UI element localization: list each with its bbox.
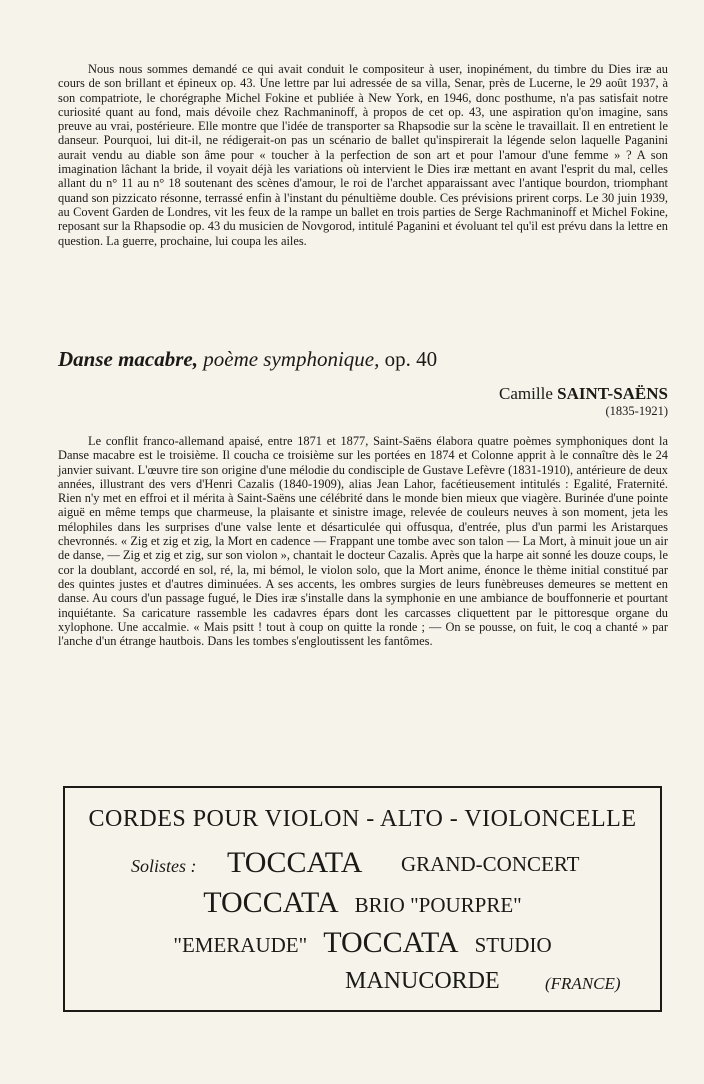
ad-headline: CORDES POUR VIOLON - ALTO - VIOLONCELLE xyxy=(88,806,637,832)
ad-studio-line xyxy=(65,926,660,960)
composer-dates: (1835-1921) xyxy=(605,404,668,418)
work-subtitle: poème symphonique, xyxy=(203,347,380,371)
ad-product-studio: STUDIO xyxy=(474,933,552,957)
paragraph-rachmaninoff-text: Nous nous sommes demandé ce qui avait conduit le compositeur à user, inopinément, du timbre du Dies iræ au cours de son brillant et épineux op. 43. Une lettre par lui adressée de sa villa, Senar, près de Lucerne, le 29 août 1937, à son compatriote, le chorégraphe Michel Fokine et publiée à New York, en 1946, donc posthume, n'a pas satisfait notre curiosité quant au fond, mais dévoile chez Rachmaninoff, à propos de cet op. 43, une aspiration qu'on imagine, sans preuve au vrai, postérieure. Elle montre que l'idée de transporter sa Rhapsodie sur la scène le travaillait. Il en entretient le danseur. Pourquoi, lui dit-il, ne rédigerait-on pas un scénario de ballet qu'inspirerait la légende selon laquelle Paganini aurait vendu au diable son âme pour « toucher à la perfection de son art et pour l'amour d'une femme » ? A son imagination lâchant la bride, il voyait déjà les variations où intervient le Dies iræ mettant en avant l'esprit du mal, celles allant du n° 11 au n° 18 soutenant des scènes d'amour, le roi de l'archet apparaissant avec l'antique bourdon, triomphant quand son pizzicato résonne, terrassé enfin à l'instant du pénultième double. Ces prévisions prirent corps. Le 30 juin 1939, au Covent Garden de Londres, vit les feux de la rampe un ballet en trois parties de Serge Rachmaninoff et Michel Fokine, reposant sur la Rhapsodie op. 43 du musicien de Novgorod, intitulé Paganini et évoluant tel qu'il est prévu dans la lettre en question. La guerre, prochaine, lui coupa les ailes. xyxy=(58,62,668,248)
ad-product-grand-concert: GRAND-CONCERT xyxy=(401,852,580,876)
paragraph-danse-macabre xyxy=(58,434,668,648)
ad-product-brio: BRIO "POURPRE" xyxy=(354,893,522,917)
ad-product-emeraude: "EMERAUDE" xyxy=(173,933,308,957)
ad-maker: MANUCORDE xyxy=(345,968,500,994)
ad-brand-3: TOCCATA xyxy=(323,926,459,959)
composer-last-name: SAINT-SAËNS xyxy=(557,384,668,403)
composer-first-name: Camille xyxy=(499,384,553,403)
strings-advertisement xyxy=(63,786,662,1012)
ad-brio-line xyxy=(65,886,660,920)
work-title: Danse macabre, xyxy=(58,347,198,371)
ad-brand-1: TOCCATA xyxy=(227,846,363,879)
composer-name xyxy=(499,384,668,404)
paragraph-rachmaninoff xyxy=(58,62,668,248)
ad-brand-2: TOCCATA xyxy=(203,886,339,919)
ad-solistes-label: Solistes : xyxy=(131,856,197,876)
work-opus: op. 40 xyxy=(384,347,438,371)
paragraph-danse-macabre-text: Le conflit franco-allemand apaisé, entre 1871 et 1877, Saint-Saëns élabora quatre poèmes symphoniques dont la Danse macabre est le troisième. Il coucha ce troisième sur les portées en 1874 et Colonne apprit à le connaître dès le 24 janvier suivant. L'œuvre tire son origine d'une mélodie du condisciple de Gustave Lefèvre (1831-1910), antérieure de deux années, illustrant des vers d'Henri Cazalis (1840-1909), alias Jean Lahor, facétieusement intitulés : Egalité, Fraternité. Rien n'y met en effroi et il mérita à Saint-Saëns une célébrité dans le monde bien mieux que viagère. Burinée d'une pointe aiguë en même temps que charmeuse, la plaisante et sinistre image, relevée de couleurs neuves à son moment, jeta les mélophiles dans les surprises d'une valse lente et désarticulée qui offusqua, d'entrée, plus d'un parmi les Aristarques chevronnés. « Zig et zig et zig, la Mort en cadence — Frappant une tombe avec son talon — La Mort, à minuit joue un air de danse, — Zig et zig et zig, sur son violon », chantait le docteur Cazalis. Après que la harpe ait sonné les douze coups, le cor la doublant, accordé en sol, ré, la, mi bémol, le violon solo, que la Mort anime, énonce le thème initial constitué par des quintes justes et d'autres diminuées. A ses accents, les ombres surgies de leurs funèbreuses demeures se mettent en danse. Au cours d'un passage fugué, le Dies iræ s'installe dans la symphonie en une ambiance de bouffonnerie et pourtant inquiétante. Sa caricature rassemble les cadavres épars dont les carcasses cliquettent par le pittoresque organe du xylophone. Une accalmie. « Mais psitt ! tout à coup on quitte la ronde ; — On se pousse, on fuit, le coq a chanté » par l'anche d'un étrange hautbois. Dans les tombes s'engloutissent les fantômes. xyxy=(58,434,668,649)
ad-country: (FRANCE) xyxy=(545,974,621,993)
work-heading xyxy=(58,347,678,372)
